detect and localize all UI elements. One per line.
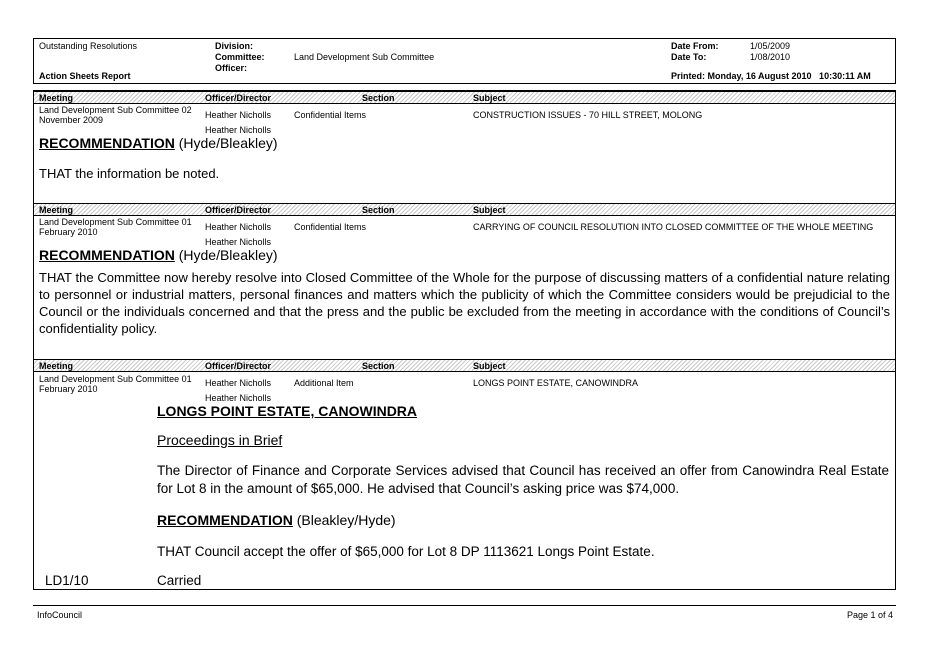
division-label: Division:: [215, 41, 254, 51]
recommendation-text: THAT the information be noted.: [39, 166, 220, 181]
page-number: Page 1 of 4: [847, 610, 894, 620]
col-officer: Officer/Director: [205, 205, 272, 215]
date-to-value: 1/08/2010: [750, 52, 791, 62]
officer-name: Heather Nicholls: [205, 110, 272, 120]
officer-name: Heather Nicholls: [205, 378, 272, 388]
column-header-row: [34, 359, 895, 372]
meeting-line2: February 2010: [39, 227, 98, 237]
meeting-line2: November 2009: [39, 115, 104, 125]
col-meeting: Meeting: [39, 205, 74, 215]
footer-divider: [33, 605, 896, 606]
recommendation-heading: [39, 135, 278, 151]
meeting-line1: Land Development Sub Committee 01: [39, 217, 192, 227]
meeting-line1: Land Development Sub Committee 02: [39, 105, 192, 115]
col-section: Section: [362, 93, 395, 103]
officer-name: Heather Nicholls: [205, 222, 272, 232]
section-value: Additional Item: [294, 378, 354, 388]
resolution-number: LD1/10: [45, 573, 89, 588]
recommendation-heading: [39, 247, 278, 263]
col-section: Section: [362, 205, 395, 215]
section-value: Confidential Items: [294, 222, 367, 232]
col-subject: Subject: [473, 361, 506, 371]
col-subject: Subject: [473, 205, 506, 215]
recommendation-heading: [157, 512, 396, 528]
report-type: Action Sheets Report: [39, 71, 131, 81]
printed-stamp: [671, 71, 871, 81]
report-header: [33, 38, 896, 84]
date-to-label: Date To:: [671, 52, 707, 62]
col-officer: Officer/Director: [205, 93, 272, 103]
director-name: Heather Nicholls: [205, 393, 272, 403]
recommendation-text: THAT the Committee now hereby resolve into Closed Committee of the Whole for the purpose of discussing matters of a confidential nature relating to personnel or industrial matters, personal finances and matters which the publicity of which the Committee considers would be prejudicial to the Council or the individuals concerned and that the press and the public be excluded from the meeting in accordance with the conditions of Council’s confidentiality policy.: [39, 270, 890, 336]
meeting-line2: February 2010: [39, 384, 98, 394]
footer-system: InfoCouncil: [37, 610, 83, 620]
printed-value: Monday, 16 August 2010 10:30:11 AM: [707, 71, 871, 81]
director-name: Heather Nicholls: [205, 125, 272, 135]
report-name: Outstanding Resolutions: [39, 41, 138, 51]
recommendation-movers: (Hyde/Bleakley): [174, 135, 278, 151]
proceedings-heading: [157, 432, 282, 448]
recommendation-label: RECOMMENDATION: [39, 135, 175, 151]
recommendation-label: RECOMMENDATION: [157, 512, 293, 528]
recommendation-label: RECOMMENDATION: [39, 247, 175, 263]
director-name: Heather Nicholls: [205, 237, 272, 247]
recommendation-text: THAT Council accept the offer of $65,000 for Lot 8 DP 1113621 Longs Point Estate.: [157, 544, 655, 559]
meeting-line1: Land Development Sub Committee 01: [39, 374, 192, 384]
column-header-row: [34, 91, 895, 104]
action-sheets-list: [33, 90, 896, 590]
recommendation-movers: (Hyde/Bleakley): [174, 247, 278, 263]
item-title: [157, 403, 417, 419]
committee-value: Land Development Sub Committee: [294, 52, 435, 62]
proceedings-heading-text: Proceedings in Brief: [157, 432, 283, 448]
proceedings-text: The Director of Finance and Corporate Services advised that Council has received an offer from Canowindra Real Estate for Lot 8 in the amount of $65,000. He advised that Council’s asking price was $74,000.: [157, 463, 889, 496]
col-meeting: Meeting: [39, 93, 74, 103]
resolution-outcome: Carried: [157, 573, 202, 588]
date-from-value: 1/05/2009: [750, 41, 791, 51]
col-section: Section: [362, 361, 395, 371]
subject-value: LONGS POINT ESTATE, CANOWINDRA: [473, 378, 639, 388]
column-header-row: [34, 203, 895, 216]
col-officer: Officer/Director: [205, 361, 272, 371]
printed-label: Printed:: [671, 71, 706, 81]
col-meeting: Meeting: [39, 361, 74, 371]
col-subject: Subject: [473, 93, 506, 103]
recommendation-movers: (Bleakley/Hyde): [292, 512, 396, 528]
section-value: Confidential Items: [294, 110, 367, 120]
committee-label: Committee:: [215, 52, 265, 62]
subject-value: CARRYING OF COUNCIL RESOLUTION INTO CLOSED COMMITTEE OF THE WHOLE MEETING: [473, 222, 874, 232]
subject-value: CONSTRUCTION ISSUES - 70 HILL STREET, MOLONG: [473, 110, 703, 120]
item-title-text: LONGS POINT ESTATE, CANOWINDRA: [157, 403, 418, 419]
date-from-label: Date From:: [671, 41, 719, 51]
officer-label: Officer:: [215, 63, 248, 73]
